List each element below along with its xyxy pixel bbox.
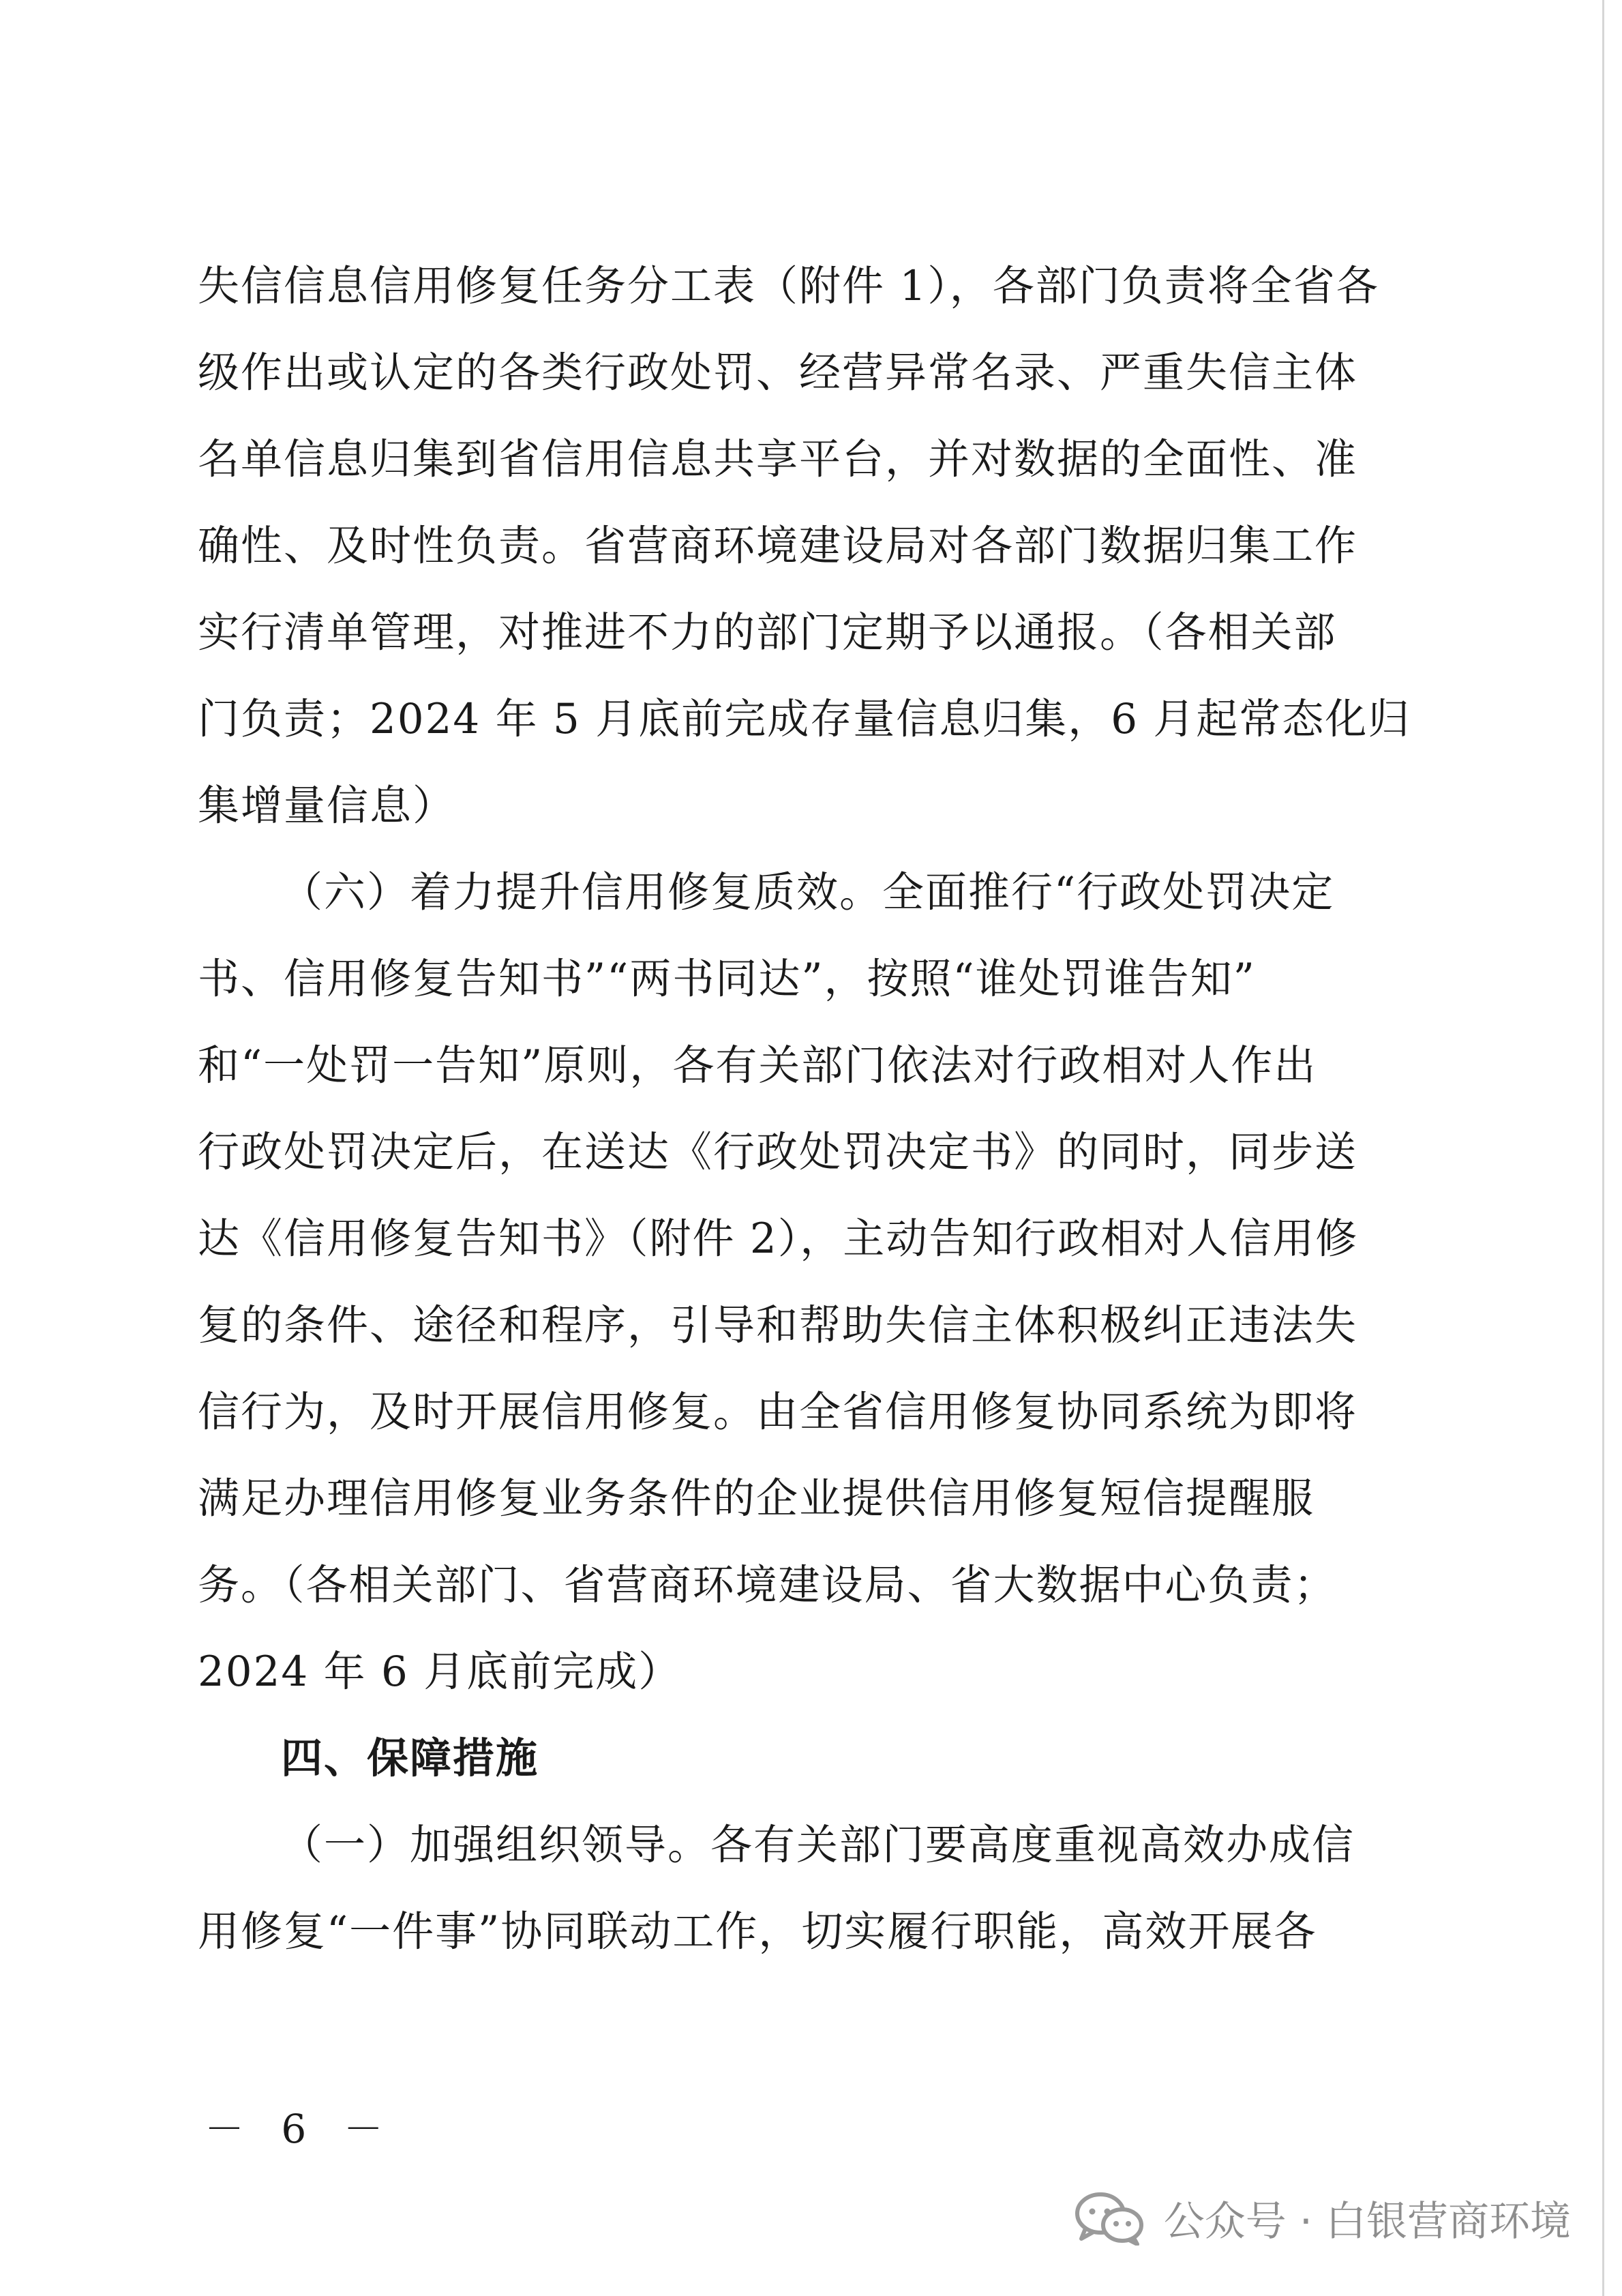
section-heading: 四、保障措施 (281, 1734, 539, 1783)
text-line: 务。（各相关部门、省营商环境建设局、省大数据中心负责； (198, 1561, 1337, 1609)
text-line: 集增量信息） (198, 781, 456, 830)
text-line: 满足办理信用修复业务条件的企业提供信用修复短信提醒服 (198, 1474, 1315, 1523)
text-line: 2024 年 6 月底前完成） (198, 1648, 682, 1696)
page-number: － 6 － (205, 2106, 395, 2152)
text-line: 确性、及时性负责。省营商环境建设局对各部门数据归集工作 (198, 522, 1358, 570)
text-line: 行政处罚决定后，在送达《行政处罚决定书》的同时，同步送 (198, 1128, 1358, 1176)
wechat-icon (1073, 2191, 1145, 2246)
paragraph-start-line: （六）着力提升信用修复质效。全面推行“行政处罚决定 (281, 868, 1335, 916)
watermark (1073, 2189, 1571, 2248)
watermark-text: 公众号 · 白银营商环境 (1163, 2198, 1571, 2246)
text-line: 达《信用修复告知书》（附件 2），主动告知行政相对人信用修 (198, 1214, 1359, 1263)
text-line: 书、信用修复告知书”“两书同达”，按照“谁处罚谁告知” (198, 955, 1256, 1003)
document-body (198, 243, 1411, 1975)
text-line: 复的条件、途径和程序，引导和帮助失信主体积极纠正违法失 (198, 1301, 1358, 1350)
text-line: 和“一处罚一告知”原则，各有关部门依法对行政相对人作出 (198, 1041, 1317, 1090)
text-line: 门负责；2024 年 5 月底前完成存量信息归集，6 月起常态化归 (198, 695, 1411, 743)
text-line: 用修复“一件事”协同联动工作，切实履行职能，高效开展各 (198, 1907, 1317, 1956)
text-line: 实行清单管理，对推进不力的部门定期予以通报。（各相关部 (198, 608, 1337, 657)
page-edge-line (1602, 0, 1604, 2296)
text-line: 级作出或认定的各类行政处罚、经营异常名录、严重失信主体 (198, 348, 1358, 397)
text-line: 名单信息归集到省信用信息共享平台，并对数据的全面性、准 (198, 435, 1358, 483)
paragraph-start-line: （一）加强组织领导。各有关部门要高度重视高效办成信 (281, 1821, 1355, 1869)
text-line: 失信信息信用修复任务分工表（附件 1），各部门负责将全省各 (198, 262, 1379, 310)
text-line: 信行为，及时开展信用修复。由全省信用修复协同系统为即将 (198, 1388, 1358, 1436)
